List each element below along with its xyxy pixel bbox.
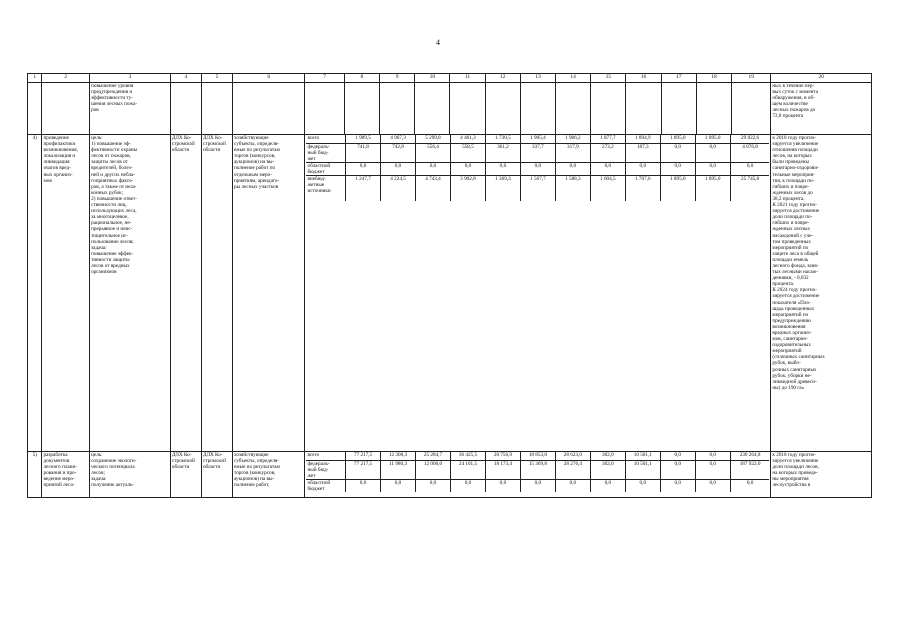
funding-value: 1 905,4 <box>520 135 555 143</box>
funding-value: 0,0 <box>695 143 730 162</box>
funding-value: 20 756,9 <box>485 452 520 460</box>
funding-value: 361,2 <box>485 143 520 162</box>
funding-value: 0,0 <box>555 162 590 175</box>
funding-value: 10 501,1 <box>625 452 660 460</box>
table-row <box>28 135 872 452</box>
funding-value: 28 623,0 <box>555 452 590 460</box>
funding-value: 0,0 <box>450 479 485 492</box>
result-cell: к 2018 году прогно- зируется увеличение отношения площади лесов, на которых были проведены санитарно-оздорови- тельные мероприя- тия, к площади по- гибших и повре- жденных лесов до 38,2 процента. К 2021 году прогно- зируется достижение доли площади по- гибших и повре- жденных лесных насаждений с уче- том проведенных мероприятий по защите леса в общей площади земель лесного фонда, заня- тых лесными насаж- дениями, - 0,032 процента. К 2024 году прогно- зируется достижение показателя «Пло- щадь проведенных мероприятий по предупреждению возникновения вредных организ- мов, санитарно- оздоровительных мероприятий (сплошных санитарных рубок, выбо- рочных санитарных рубок, уборки не- ликвидной древеси- ны) до 190 га» <box>771 135 872 452</box>
column-header: 11 <box>450 74 485 83</box>
funding-source: всего <box>306 452 345 460</box>
executor-cell: ДЛХ Ко- стромской области <box>170 452 201 498</box>
funding-source: областной бюджет <box>306 479 345 492</box>
funding-value: 0,0 <box>416 162 451 175</box>
column-header: 17 <box>661 74 696 83</box>
funding-value: 25 284,7 <box>416 452 451 460</box>
funding-value: 1 895,0 <box>660 135 695 143</box>
funding-value: 25 745,8 <box>740 175 760 182</box>
funding-value: 1 894,9 <box>625 135 660 143</box>
funding-source: федераль- ный бюд- жет <box>306 143 345 162</box>
column-header: 18 <box>696 74 731 83</box>
funding-row <box>306 460 769 479</box>
funding-value: 1 906,2 <box>555 135 590 143</box>
funding-value: 0,0 <box>660 479 695 492</box>
column-header: 16 <box>626 74 661 83</box>
funding-value: 0,0 <box>381 162 416 175</box>
funding-value: 0,0 <box>730 162 769 175</box>
funding-value: 4 743,4 <box>416 175 451 201</box>
funding-value: 29 822,6 <box>730 135 769 143</box>
funding-value: 4 461,3 <box>450 135 485 143</box>
column-header: 7 <box>305 74 344 83</box>
funding-value: 0,0 <box>590 162 625 175</box>
funding-value: 1 247,7 <box>346 175 381 201</box>
funding-value: 0,0 <box>416 479 451 492</box>
funding-source: областной бюджет <box>306 162 345 175</box>
coexecutor-cell: ДЛХ Ко- стромской области <box>201 135 232 452</box>
funding-value: 0,0 <box>450 162 485 175</box>
funding-row <box>306 162 769 175</box>
funding-value: 0,0 <box>660 452 695 460</box>
funding-value: 0,0 <box>520 162 555 175</box>
funding-block <box>305 135 771 452</box>
funding-value: 317,9 <box>555 143 590 162</box>
funding-source: федераль- ный бюд- жет <box>306 460 345 479</box>
column-header: 8 <box>344 74 379 83</box>
page-number: 4 <box>436 38 440 47</box>
funding-value: 0,0 <box>590 479 625 492</box>
funding-value: 0,0 <box>485 162 520 175</box>
funding-source: внебюд- жетные источники <box>306 175 345 201</box>
funding-value: 1 567,7 <box>520 175 555 201</box>
table-row <box>28 83 872 135</box>
column-header: 3 <box>90 74 171 83</box>
funding-value: 77 217,5 <box>346 452 381 460</box>
funding-value: 0,0 <box>346 479 381 492</box>
funding-value: 4 224,5 <box>381 175 416 201</box>
column-header: 12 <box>485 74 520 83</box>
funding-value: 0,0 <box>520 479 555 492</box>
funding-value: 77 217,5 <box>346 460 381 479</box>
column-header: 1 <box>28 74 42 83</box>
funding-source: всего <box>306 135 345 143</box>
column-header: 19 <box>732 74 771 83</box>
funding-value: 1 604,5 <box>590 175 625 201</box>
funding-table <box>306 452 769 492</box>
funding-value: 0,0 <box>555 479 590 492</box>
column-header: 4 <box>170 74 201 83</box>
funding-value: 0,0 <box>695 162 730 175</box>
row-number: 5) <box>28 452 42 498</box>
funding-value: 558,5 <box>450 143 485 162</box>
funding-value: 1 369,3 <box>485 175 520 201</box>
participants-cell: хозяйствующие субъекты, определя- емые по результатам торгов (конкурсов, аукционов) на вы- полнение работ по отдельным меро- приятиям, арендато- ры лесных участков <box>233 135 305 452</box>
funding-value: 187 922,0 <box>730 460 769 479</box>
result-cell: к 2018 году прогно- зируется увеличение доли площади лесов, на которых проведе- ны мероприятия лесоустройства в <box>771 452 872 498</box>
funding-row <box>306 135 769 143</box>
column-header: 6 <box>233 74 305 83</box>
goal-cell: цель: сохранение экологи- ческого потенциала лесов; задача: получение актуаль- <box>90 452 171 498</box>
funding-value: 18 853,8 <box>520 452 555 460</box>
funding-value: 0,0 <box>695 479 730 492</box>
funding-value: 0,0 <box>746 479 754 486</box>
funding-value: 15 369,8 <box>520 460 555 479</box>
funding-row <box>306 175 769 201</box>
funding-value: 24 101,5 <box>450 460 485 479</box>
funding-value: 0,0 <box>660 162 695 175</box>
program-table <box>27 73 872 498</box>
goal-cell: цель: 1) повышение эф- фективности охраны лесов от пожаров, защиты лесов от вредителей, болез- ней и других небла- гоприятных факто- ров, а также от неза- конных рубок; 2) повышение ответ- ственности лиц, использующих леса, за многоцелевое, рациональное, не- прерывное и неис- тощительное ис- пользование лесов; задача: повышение эффек- тивности защиты лесов от вредных организмов <box>90 135 171 452</box>
result-cell: ных в течение пер- вых суток с момента обнаружения, в об- щем количестве лесных пожаров до 72,8 процента <box>771 83 872 135</box>
funding-value: 273,2 <box>590 143 625 162</box>
participants-cell: хозяйствующие субъекты, определя- емые по результатам торгов (конкурсов, аукционов) на вы- полнение работ, <box>233 452 305 498</box>
funding-value: 742,8 <box>381 143 416 162</box>
table-row <box>28 452 872 498</box>
funding-value: 302,0 <box>590 452 625 460</box>
funding-value: 0,0 <box>625 162 660 175</box>
funding-value: 1 895,0 <box>695 175 730 201</box>
funding-value: 0,0 <box>695 460 730 479</box>
funding-value: 1 588,3 <box>555 175 590 201</box>
funding-row <box>306 452 769 460</box>
funding-value: 1 707,6 <box>625 175 660 201</box>
column-header: 10 <box>415 74 450 83</box>
funding-value: 12 300,3 <box>381 452 416 460</box>
row-number: 4) <box>28 135 42 452</box>
activity-name: разработка документов лесного плани- рования и про- ведение меро- приятий лесо- <box>42 452 90 498</box>
funding-value: 10 501,1 <box>625 460 660 479</box>
column-header: 15 <box>591 74 626 83</box>
funding-value: 0,0 <box>485 479 520 492</box>
funding-value: 3 902,8 <box>450 175 485 201</box>
funding-row <box>306 479 769 492</box>
funding-row <box>306 143 769 162</box>
funding-value: 1 895,0 <box>660 175 695 201</box>
funding-value: 28 276,4 <box>555 460 590 479</box>
funding-value: 11 980,3 <box>381 460 416 479</box>
funding-value: 741,8 <box>346 143 381 162</box>
funding-value: 556,4 <box>416 143 451 162</box>
funding-value: 1 730,5 <box>485 135 520 143</box>
funding-value: 4 076,8 <box>730 143 769 162</box>
funding-value: 1 877,7 <box>590 135 625 143</box>
funding-value: 302,0 <box>590 460 625 479</box>
funding-value: 0,0 <box>625 479 660 492</box>
funding-value: 0,0 <box>381 479 416 492</box>
funding-value: 0,0 <box>695 452 730 460</box>
column-header: 5 <box>201 74 232 83</box>
funding-value: 337,7 <box>520 143 555 162</box>
funding-table <box>306 135 769 201</box>
funding-value: 0,0 <box>346 162 381 175</box>
executor-cell: ДЛХ Ко- стромской области <box>170 135 201 452</box>
funding-block <box>305 452 771 498</box>
funding-value: 0,0 <box>660 143 695 162</box>
funding-value: 230 264,8 <box>730 452 769 460</box>
funding-value: 187,3 <box>625 143 660 162</box>
funding-value: 1 989,5 <box>346 135 381 143</box>
funding-value: 4 967,3 <box>381 135 416 143</box>
column-header: 14 <box>556 74 591 83</box>
funding-value: 12 000,0 <box>416 460 451 479</box>
header-row <box>28 74 872 83</box>
funding-value: 18 173,4 <box>485 460 520 479</box>
activity-name: проведение профилактики возникновения, локализация и ликвидация очагов вред- ных организ- мов <box>42 135 90 452</box>
column-header: 2 <box>42 74 90 83</box>
funding-value: 1 895,0 <box>695 135 730 143</box>
column-header: 20 <box>771 74 872 83</box>
funding-value: 36 425,5 <box>450 452 485 460</box>
goal-cell: повышение уровня предупреждения и эффективности ту- шения лесных пожа- ров <box>90 83 171 135</box>
column-header: 13 <box>520 74 555 83</box>
funding-value: 5 299,8 <box>416 135 451 143</box>
coexecutor-cell: ДЛХ Ко- стромской области <box>201 452 232 498</box>
funding-value: 0,0 <box>660 460 695 479</box>
column-header: 9 <box>380 74 415 83</box>
